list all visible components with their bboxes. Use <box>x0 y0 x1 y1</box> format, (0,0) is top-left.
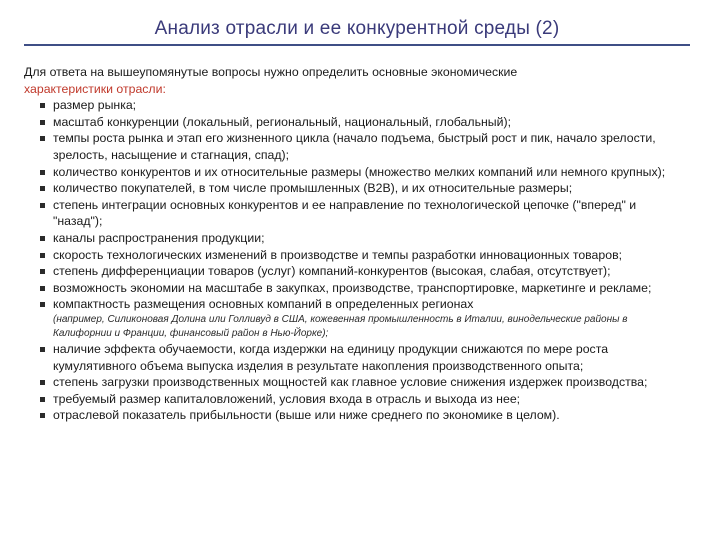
square-bullet-icon <box>40 120 45 125</box>
list-item: компактность размещения основных компаний в определенных регионах <box>24 296 688 313</box>
square-bullet-icon <box>40 186 45 191</box>
square-bullet-icon <box>40 380 45 385</box>
square-bullet-icon <box>40 413 45 418</box>
slide-title: Анализ отрасли и ее конкурентной среды (2) <box>154 18 560 39</box>
square-bullet-icon <box>40 236 45 241</box>
list-item: степень загрузки производственных мощностей как главное условие снижения издержек производства; <box>24 374 688 391</box>
regions-example-note: (например, Силиконовая Долина или Голливуд в США, кожевенная промышленность в Италии, винодельческие районы в Калифорнии и Франции, финансовый район в Нью-Йорке); <box>53 313 628 339</box>
square-bullet-icon <box>40 136 45 141</box>
square-bullet-icon <box>40 103 45 108</box>
list-item: количество покупателей, в том числе промышленных (B2B), и их относительные размеры; <box>24 180 688 197</box>
slide-content <box>24 64 688 424</box>
square-bullet-icon <box>40 269 45 274</box>
characteristics-list-continued <box>24 341 688 424</box>
list-item: размер рынка; <box>24 97 688 114</box>
list-item: степень дифференциации товаров (услуг) компаний-конкурентов (высокая, слабая, отсутствует); <box>24 263 688 280</box>
square-bullet-icon <box>40 286 45 291</box>
square-bullet-icon <box>40 203 45 208</box>
list-item: требуемый размер капиталовложений, условия входа в отрасль и выхода из нее; <box>24 391 688 408</box>
list-item: количество конкурентов и их относительные размеры (множество мелких компаний или немного крупных); <box>24 164 688 181</box>
list-item: каналы распространения продукции; <box>24 230 688 247</box>
list-item: отраслевой показатель прибыльности (выше или ниже среднего по экономике в целом). <box>24 407 688 424</box>
square-bullet-icon <box>40 170 45 175</box>
list-item: наличие эффекта обучаемости, когда издержки на единицу продукции снижаются по мере роста кумулятивного объема выпуска изделия в результате накопления производственного опыта; <box>24 341 688 374</box>
title-underline <box>24 44 690 46</box>
list-item: степень интеграции основных конкурентов и ее направление по технологической цепочке ("вперед" и "назад"); <box>24 197 688 230</box>
square-bullet-icon <box>40 253 45 258</box>
intro-text: Для ответа на вышеупомянутые вопросы нужно определить основные экономические <box>24 65 518 79</box>
square-bullet-icon <box>40 347 45 352</box>
intro-highlight: характеристики отрасли: <box>24 81 166 96</box>
list-item: темпы роста рынка и этап его жизненного цикла (начало подъема, быстрый рост и пик, начало зрелости, зрелость, насыщение и стагнация, спад); <box>24 130 688 163</box>
square-bullet-icon <box>40 397 45 402</box>
list-item: возможность экономии на масштабе в закупках, производстве, транспортировке, маркетинге и рекламе; <box>24 280 688 297</box>
characteristics-list <box>24 97 688 313</box>
square-bullet-icon <box>40 302 45 307</box>
list-item: скорость технологических изменений в производстве и темпы разработки инновационных товаров; <box>24 247 688 264</box>
list-item: масштаб конкуренции (локальный, региональный, национальный, глобальный); <box>24 114 688 131</box>
intro-paragraph <box>24 64 688 97</box>
